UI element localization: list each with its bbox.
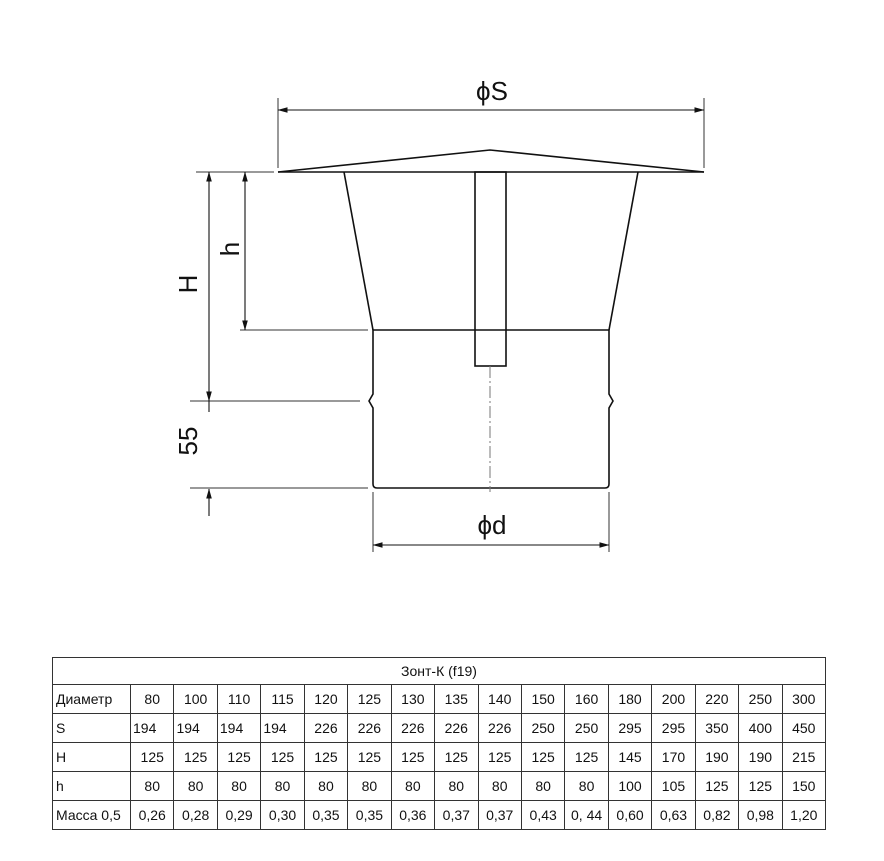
table-cell: 0,35 (348, 801, 391, 830)
table-cell: 0,82 (695, 801, 738, 830)
table-cell: 80 (565, 772, 608, 801)
table-cell: 115 (261, 685, 304, 714)
table-cell: 125 (739, 772, 782, 801)
table-row (53, 714, 826, 743)
row-label: H (53, 743, 131, 772)
table-cell: 100 (608, 772, 651, 801)
table-cell: 125 (174, 743, 217, 772)
table-cell: 226 (304, 714, 347, 743)
table-cell: 226 (435, 714, 478, 743)
table-cell: 350 (695, 714, 738, 743)
table-cell: 200 (652, 685, 695, 714)
table-cell: 250 (565, 714, 608, 743)
table-cell: 194 (174, 714, 217, 743)
label-height-total: H (173, 274, 203, 294)
table-cell: 215 (782, 743, 825, 772)
table-cell: 105 (652, 772, 695, 801)
table-cell: 0,60 (608, 801, 651, 830)
table-cell: 0, 44 (565, 801, 608, 830)
row-label: h (53, 772, 131, 801)
table-cell: 190 (739, 743, 782, 772)
table-cell: 400 (739, 714, 782, 743)
table-cell: 125 (348, 685, 391, 714)
table-cell: 110 (217, 685, 260, 714)
table-cell: 0,43 (521, 801, 564, 830)
table-title-row (53, 658, 826, 685)
table-cell: 160 (565, 685, 608, 714)
table-cell: 226 (348, 714, 391, 743)
table-cell: 170 (652, 743, 695, 772)
cone-left-edge (344, 172, 373, 330)
table-row (53, 772, 826, 801)
table-cell: 150 (782, 772, 825, 801)
table-cell: 226 (391, 714, 434, 743)
table-cell: 125 (261, 743, 304, 772)
table-cell: 0,26 (131, 801, 174, 830)
table-cell: 80 (435, 772, 478, 801)
table-cell: 0,29 (217, 801, 260, 830)
table-cell: 80 (217, 772, 260, 801)
table-cell: 0,37 (478, 801, 521, 830)
table-cell: 194 (261, 714, 304, 743)
table-cell: 80 (261, 772, 304, 801)
table-row (53, 801, 826, 830)
table-cell: 80 (174, 772, 217, 801)
table-row (53, 685, 826, 714)
table-cell: 80 (478, 772, 521, 801)
table-cell: 80 (348, 772, 391, 801)
row-label: S (53, 714, 131, 743)
table-cell: 125 (565, 743, 608, 772)
table-cell: 194 (131, 714, 174, 743)
table-cell: 295 (652, 714, 695, 743)
table-cell: 1,20 (782, 801, 825, 830)
table-cell: 150 (521, 685, 564, 714)
table-cell: 80 (521, 772, 564, 801)
table-cell: 300 (782, 685, 825, 714)
table-cell: 80 (391, 772, 434, 801)
table-row (53, 743, 826, 772)
table-cell: 125 (478, 743, 521, 772)
label-height-sleeve: 55 (173, 426, 203, 456)
table-cell: 0,28 (174, 801, 217, 830)
table-cell: 190 (695, 743, 738, 772)
table-cell: 145 (608, 743, 651, 772)
label-diameter-top: ϕS (476, 76, 508, 106)
table-title: Зонт-К (f19) (53, 658, 826, 685)
table-cell: 0,30 (261, 801, 304, 830)
table-cell: 80 (131, 772, 174, 801)
table-cell: 226 (478, 714, 521, 743)
table-cell: 0,63 (652, 801, 695, 830)
table-cell: 140 (478, 685, 521, 714)
label-diameter-bottom: ϕd (477, 510, 507, 540)
sleeve-outline (369, 330, 613, 488)
table-cell: 220 (695, 685, 738, 714)
table-cell: 80 (131, 685, 174, 714)
label-height-cone: h (215, 241, 245, 257)
table-body (53, 685, 826, 830)
table-cell: 250 (739, 685, 782, 714)
table-cell: 125 (217, 743, 260, 772)
cone-right-edge (609, 172, 638, 330)
table-cell: 295 (608, 714, 651, 743)
table-cell: 0,35 (304, 801, 347, 830)
table-cell: 125 (435, 743, 478, 772)
table-cell: 125 (131, 743, 174, 772)
table-cell: 100 (174, 685, 217, 714)
table-cell: 0,36 (391, 801, 434, 830)
spec-table (52, 657, 826, 830)
table-cell: 250 (521, 714, 564, 743)
table-cell: 125 (521, 743, 564, 772)
table-cell: 125 (348, 743, 391, 772)
table-cell: 0,98 (739, 801, 782, 830)
row-label: Масса 0,5 (53, 801, 131, 830)
table-cell: 80 (304, 772, 347, 801)
table-cell: 0,37 (435, 801, 478, 830)
table-cell: 135 (435, 685, 478, 714)
table-cell: 120 (304, 685, 347, 714)
support-rod (475, 172, 506, 366)
table-cell: 125 (391, 743, 434, 772)
table-cell: 130 (391, 685, 434, 714)
table-cell: 125 (304, 743, 347, 772)
table-cell: 450 (782, 714, 825, 743)
row-label: Диаметр (53, 685, 131, 714)
table-cell: 125 (695, 772, 738, 801)
table-cell: 194 (217, 714, 260, 743)
table-cell: 180 (608, 685, 651, 714)
cap-outline (278, 150, 704, 172)
